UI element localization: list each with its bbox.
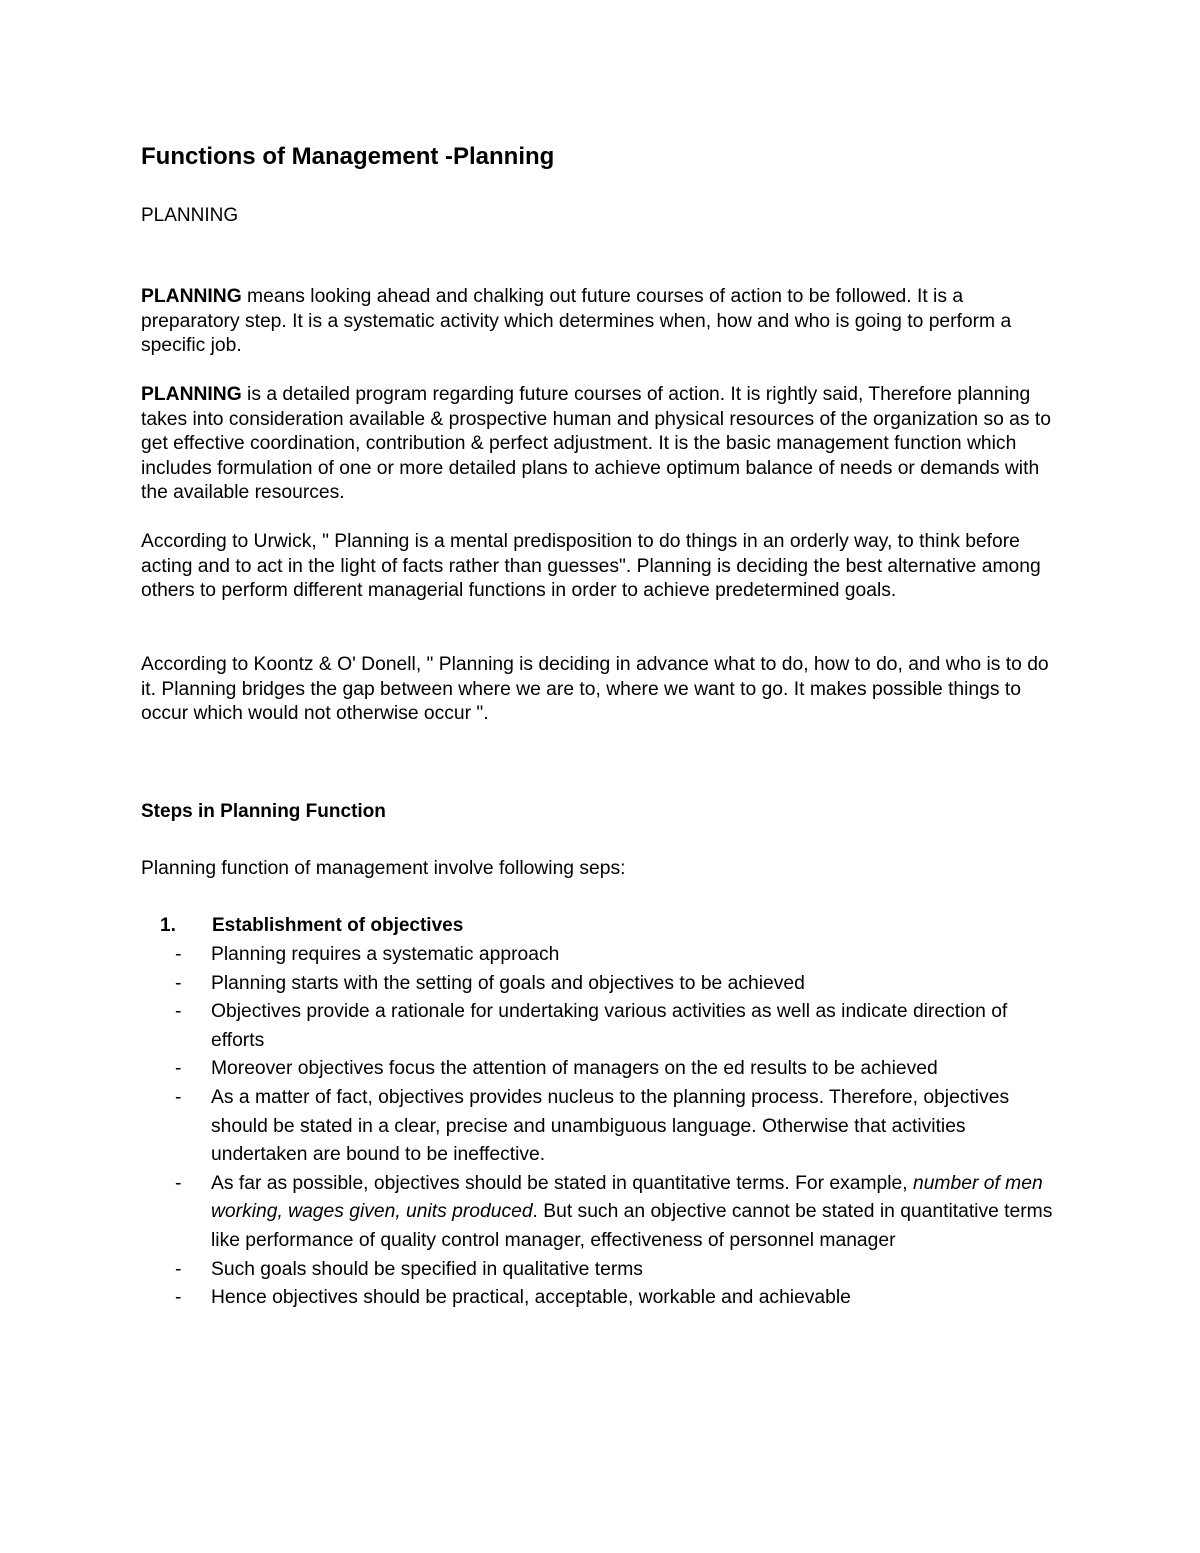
list-item: [0, 998, 1061, 1055]
bullet-dash: -: [175, 1172, 182, 1194]
paragraph-planning-definition: [141, 285, 1061, 359]
bullet-dash: -: [175, 1001, 182, 1023]
list-item-text: Hence objectives should be practical, acceptable, workable and achievable: [211, 1287, 851, 1309]
bullet-dash: -: [175, 972, 182, 994]
step-1-heading: [160, 913, 463, 939]
list-item-text: Such goals should be specified in qualitative terms: [211, 1258, 643, 1280]
list-item-text: Planning starts with the setting of goals and objectives to be achieved: [211, 972, 805, 994]
list-item: [0, 1256, 1061, 1285]
step-title: Establishment of objectives: [212, 915, 464, 936]
section-label: PLANNING: [141, 205, 239, 226]
bullet-dash: -: [175, 944, 182, 965]
step-number: 1.: [160, 915, 176, 936]
steps-heading: Steps in Planning Function: [141, 801, 386, 822]
list-item: [0, 1084, 1061, 1170]
paragraph-lead: PLANNING: [141, 384, 242, 405]
list-item: [0, 1284, 1061, 1313]
paragraph-text: is a detailed program regarding future courses of action. It is rightly said, Therefore planning takes into consideration available & prospective human and physical resources of the organization so as to get effective coordination, contribution & perfect adjustment. It is the basic management function which includes formulation of one or more detailed plans to achieve optimum balance of needs or demands with the available resources.: [141, 384, 1051, 503]
paragraph-urwick-quote: According to Urwick, " Planning is a mental predisposition to do things in an orderly way, to think before acting and to act in the light of facts rather than guesses". Planning is deciding the best alternative among others to perform different managerial functions in order to achieve predetermined goals.: [141, 531, 1041, 601]
bullet-dash: -: [175, 1258, 182, 1280]
list-item-text: Objectives provide a rationale for undertaking various activities as well as indicate direction of efforts: [211, 1001, 1008, 1051]
paragraph-lead: PLANNING: [141, 286, 242, 307]
list-item-text-before: As far as possible, objectives should be stated in quantitative terms. For example,: [211, 1172, 913, 1194]
list-item-italic-examples: number of men working, wages given, units produced: [211, 1172, 1043, 1223]
paragraph-planning-detail: [141, 383, 1061, 506]
steps-intro: Planning function of management involve following seps:: [141, 858, 626, 879]
list-item-text: As a matter of fact, objectives provides nucleus to the planning process. Therefore, objectives should be stated in a clear, precise and unambiguous language. Otherwise that activities undertaken are bound to be ineffective.: [211, 1086, 1010, 1166]
paragraph-text: means looking ahead and chalking out future courses of action to be followed. It is a preparatory step. It is a systematic activity which determines when, how and who is going to perform a specific job.: [141, 286, 1012, 356]
list-item: [0, 1170, 1061, 1256]
bullet-dash: -: [175, 1058, 182, 1080]
list-item: [0, 970, 1061, 999]
list-item: [0, 1055, 1061, 1084]
list-item-text-after: . But such an objective cannot be stated in quantitative terms like performance of quality control manager, effectiveness of personnel manager: [211, 1201, 1053, 1251]
bullet-dash: -: [175, 1287, 182, 1309]
document-title: Functions of Management -Planning: [141, 143, 555, 170]
list-item-text: Planning requires a systematic approach: [211, 944, 560, 965]
bullet-dash: -: [175, 1086, 182, 1108]
step-1-bullet-list: [0, 941, 1200, 1313]
list-item-text: Moreover objectives focus the attention of managers on the ed results to be achieved: [211, 1058, 938, 1080]
paragraph-koontz-quote: According to Koontz & O' Donell, " Planning is deciding in advance what to do, how to do, and who is to do it. Planning bridges the gap between where we are to, where we want to go. It makes possible things to occur which would not otherwise occur ".: [141, 654, 1049, 724]
list-item: [0, 941, 1061, 970]
